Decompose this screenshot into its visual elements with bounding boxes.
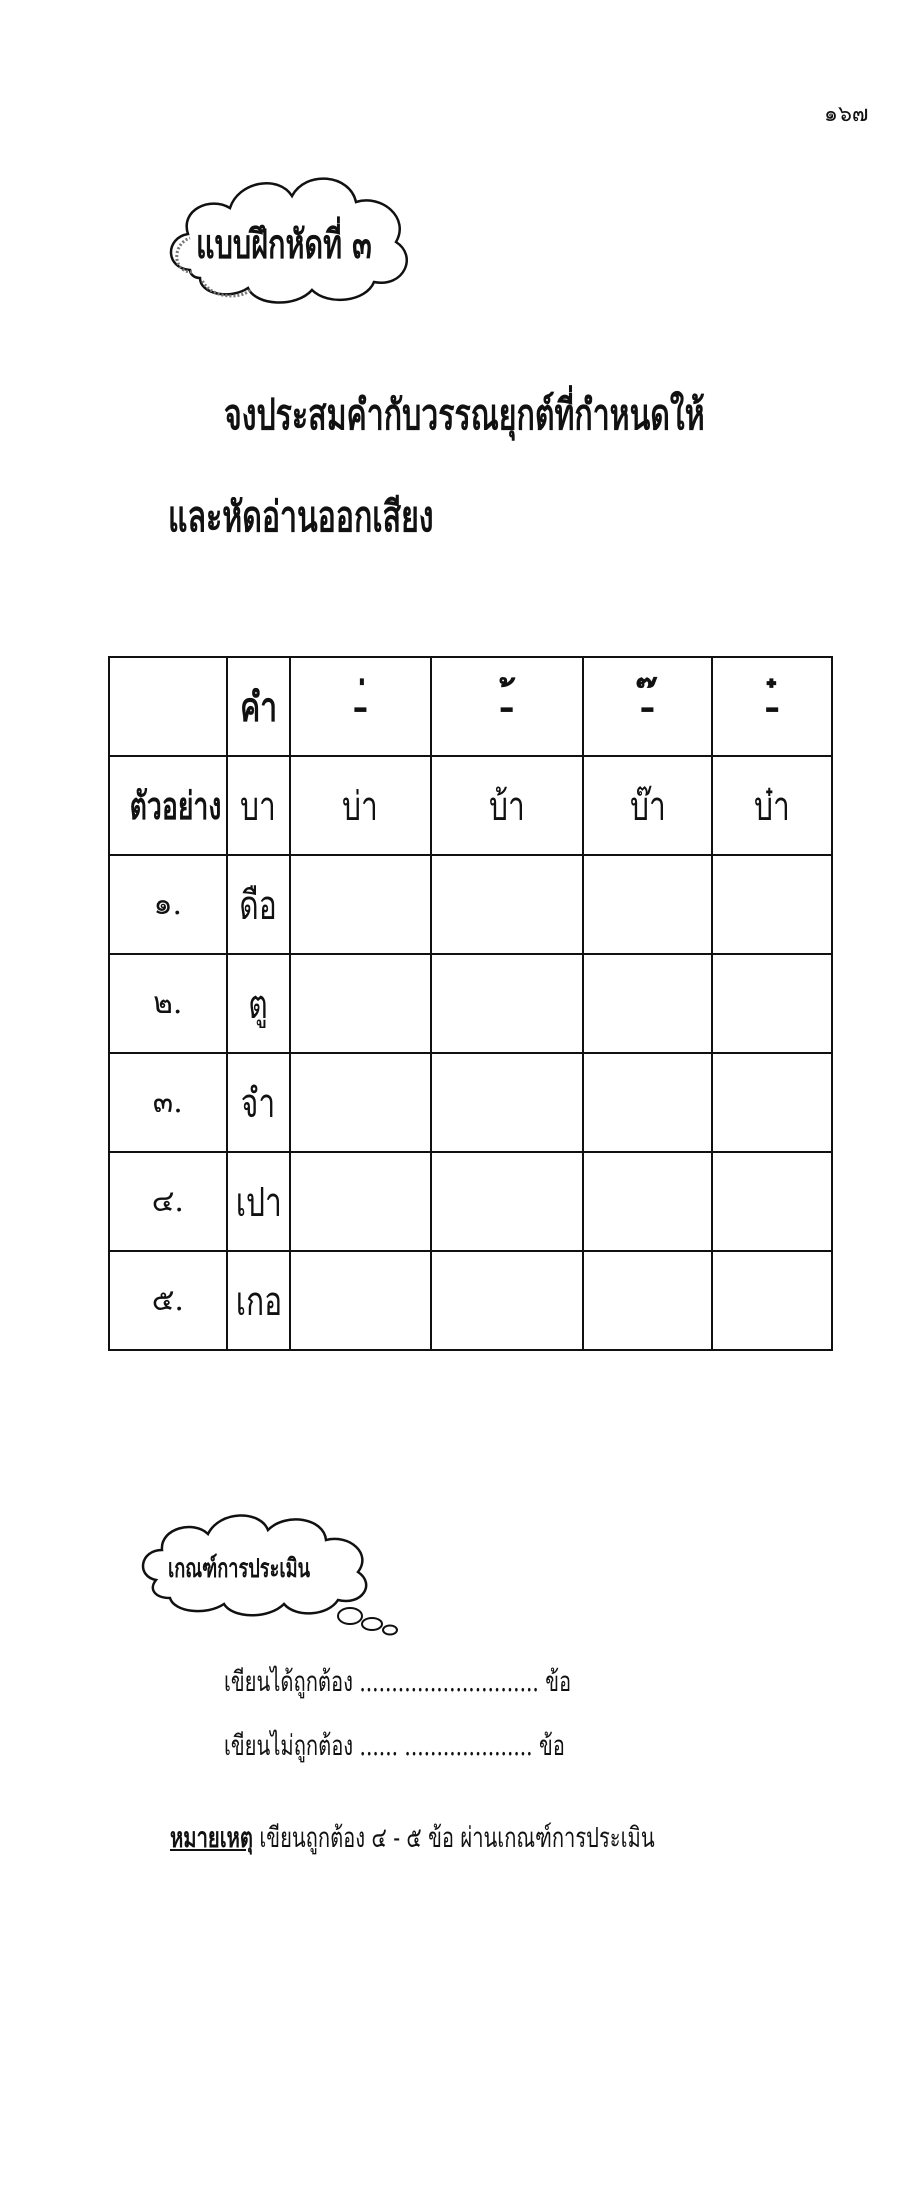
answer-blank-cell[interactable]	[712, 954, 832, 1053]
row-number: ๔.	[151, 1184, 184, 1219]
row-word: ตู	[248, 981, 269, 1028]
row-number: ๒.	[153, 986, 183, 1021]
header-empty-cell	[109, 657, 227, 756]
answer-blank-cell[interactable]	[431, 954, 583, 1053]
example-word: บา	[240, 783, 277, 830]
header-word-cell	[227, 657, 290, 756]
header-tone-cell	[583, 657, 713, 756]
example-answer-cell	[290, 756, 431, 855]
row-word: จำ	[241, 1080, 276, 1127]
note-line	[170, 1816, 655, 1860]
note-label: หมายเหตุ	[170, 1821, 253, 1854]
header-word-label: คำ	[239, 683, 277, 731]
tone-mai-chattawa: -	[765, 682, 779, 730]
row-word: เกอ	[235, 1278, 282, 1325]
example-answer: บ่า	[342, 783, 379, 830]
tone-mai-tho: -	[500, 682, 514, 730]
example-answer-cell	[583, 756, 713, 855]
answer-blank-cell[interactable]	[583, 1152, 713, 1251]
answer-blank-cell[interactable]	[290, 1251, 431, 1350]
example-answer-cell	[712, 756, 832, 855]
example-answer-cell	[431, 756, 583, 855]
criteria-thought-bubble	[136, 1500, 416, 1640]
answer-blank-cell[interactable]	[431, 855, 583, 954]
answer-blank-cell[interactable]	[583, 954, 713, 1053]
table-header-row	[109, 657, 832, 756]
table-row	[109, 954, 832, 1053]
example-label: ตัวอย่าง	[129, 783, 222, 828]
answer-blank-cell[interactable]	[712, 855, 832, 954]
tone-mai-ek: -	[353, 682, 368, 730]
criteria-title: เกณฑ์การประเมิน	[168, 1554, 311, 1584]
table-row	[109, 1251, 832, 1350]
answer-blank-cell[interactable]	[431, 1053, 583, 1152]
header-tone-cell	[290, 657, 431, 756]
answer-blank-cell[interactable]	[583, 1053, 713, 1152]
answer-blank-cell[interactable]	[290, 855, 431, 954]
answer-blank-cell[interactable]	[431, 1152, 583, 1251]
exercise-table	[108, 656, 833, 1351]
answer-blank-cell[interactable]	[290, 954, 431, 1053]
answer-blank-cell[interactable]	[431, 1251, 583, 1350]
row-word: ดือ	[239, 882, 278, 929]
exercise-title: แบบฝึกหัดที่ ๓	[196, 221, 372, 268]
example-answer: บ๊า	[629, 783, 666, 830]
answer-blank-cell[interactable]	[290, 1152, 431, 1251]
table-row	[109, 1053, 832, 1152]
tone-mai-tri: -	[640, 682, 655, 730]
example-answer: บ๋า	[754, 783, 791, 830]
example-answer: บ้า	[488, 783, 525, 830]
row-word: เปา	[235, 1179, 282, 1226]
answer-blank-cell[interactable]	[712, 1053, 832, 1152]
example-word-cell	[227, 756, 290, 855]
instruction-line-2: และหัดอ่านออกเสียง	[168, 492, 434, 541]
table-row	[109, 855, 832, 954]
table-row	[109, 1152, 832, 1251]
criteria-correct-line: เขียนได้ถูกต้อง ............................ ข้อ	[224, 1665, 572, 1698]
header-tone-cell	[431, 657, 583, 756]
answer-blank-cell[interactable]	[712, 1251, 832, 1350]
criteria-incorrect-line: เขียนไม่ถูกต้อง ...... .................... ข้อ	[224, 1729, 565, 1762]
answer-blank-cell[interactable]	[583, 855, 713, 954]
header-tone-cell	[712, 657, 832, 756]
example-label-cell	[109, 756, 227, 855]
exercise-title-cloud	[160, 160, 420, 310]
row-number: ๕.	[151, 1283, 184, 1318]
row-number: ๓.	[152, 1085, 183, 1120]
example-row	[109, 756, 832, 855]
answer-blank-cell[interactable]	[712, 1152, 832, 1251]
answer-blank-cell[interactable]	[290, 1053, 431, 1152]
answer-blank-cell[interactable]	[583, 1251, 713, 1350]
row-number: ๑.	[153, 887, 183, 922]
page-number: ๑๖๗	[824, 102, 869, 127]
note-text: เขียนถูกต้อง ๔ - ๕ ข้อ ผ่านเกณฑ์การประเมิน	[259, 1821, 655, 1854]
instruction-line-1: จงประสมคำกับวรรณยุกต์ที่กำหนดให้	[224, 390, 705, 439]
